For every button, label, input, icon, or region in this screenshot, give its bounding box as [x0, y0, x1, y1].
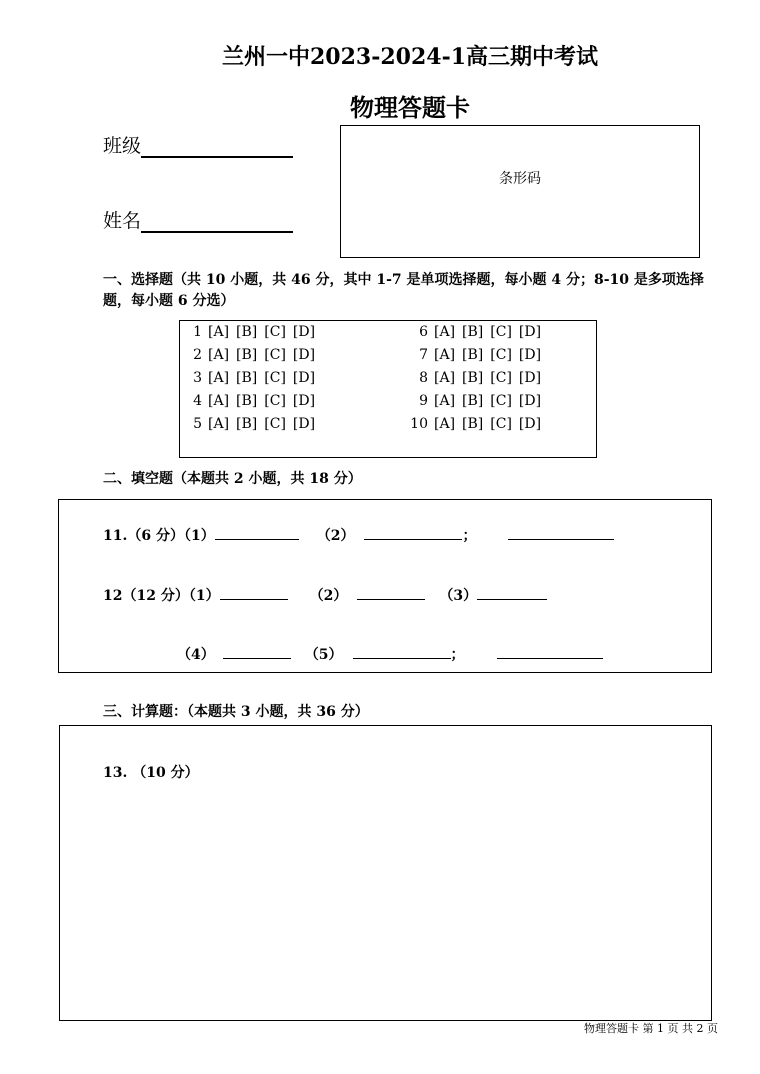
q11-blank-1[interactable]	[215, 525, 299, 540]
option-c[interactable]: [C]	[490, 347, 512, 363]
option-c[interactable]: [C]	[264, 370, 286, 386]
option-c[interactable]: [C]	[264, 324, 286, 340]
page-footer: 物理答题卡 第 1 页 共 2 页	[584, 1022, 718, 1035]
answer-sheet-title: 物理答题卡	[350, 93, 470, 122]
q11-label: 11.（6 分）（1）	[103, 528, 215, 544]
q12-part-5-label: （5）	[304, 647, 343, 663]
name-field	[103, 206, 293, 233]
question-number: 8	[419, 370, 428, 386]
question-number: 3	[193, 370, 202, 386]
q11-row	[103, 525, 614, 545]
option-c[interactable]: [C]	[490, 324, 512, 340]
class-label: 班级	[103, 135, 142, 157]
q12-blank-5[interactable]	[353, 644, 451, 659]
question-number: 2	[193, 347, 202, 363]
q12-blank-6[interactable]	[497, 644, 603, 659]
mc-question	[182, 324, 322, 340]
question-number: 1	[193, 324, 202, 340]
section-1-heading	[103, 270, 723, 312]
name-blank[interactable]	[141, 209, 293, 233]
option-b[interactable]: [B]	[236, 347, 258, 363]
option-c[interactable]: [C]	[264, 393, 286, 409]
option-c[interactable]: [C]	[264, 347, 286, 363]
barcode-box	[340, 125, 700, 258]
mc-question	[408, 324, 548, 340]
option-d[interactable]: [D]	[292, 324, 316, 340]
option-a[interactable]: [A]	[208, 324, 230, 340]
q12-blank-1[interactable]	[220, 585, 288, 600]
mc-question	[182, 370, 322, 386]
option-a[interactable]: [A]	[434, 347, 456, 363]
name-label: 姓名	[103, 210, 142, 232]
class-field	[103, 131, 293, 158]
q11-semicolon: ；	[462, 528, 477, 544]
mc-question	[182, 393, 322, 409]
option-b[interactable]: [B]	[462, 324, 484, 340]
exam-title: 兰州一中2023-2024-1高三期中考试	[221, 44, 599, 70]
option-d[interactable]: [D]	[292, 347, 316, 363]
mc-question	[182, 416, 322, 432]
option-a[interactable]: [A]	[208, 416, 230, 432]
option-b[interactable]: [B]	[462, 416, 484, 432]
q11-part-2-label: （2）	[316, 528, 355, 544]
mc-question	[408, 347, 548, 363]
option-a[interactable]: [A]	[434, 324, 456, 340]
question-number: 5	[193, 416, 202, 432]
option-d[interactable]: [D]	[292, 370, 316, 386]
option-b[interactable]: [B]	[462, 347, 484, 363]
q11-blank-2[interactable]	[364, 525, 462, 540]
option-a[interactable]: [A]	[434, 370, 456, 386]
mc-question	[408, 416, 548, 432]
option-a[interactable]: [A]	[434, 416, 456, 432]
option-a[interactable]: [A]	[434, 393, 456, 409]
q11-blank-3[interactable]	[508, 525, 614, 540]
option-b[interactable]: [B]	[236, 416, 258, 432]
option-a[interactable]: [A]	[208, 370, 230, 386]
option-c[interactable]: [C]	[490, 370, 512, 386]
q12-row-1	[103, 585, 547, 605]
section-2-heading: 二、填空题（本题共 2 小题，共 18 分）	[103, 471, 362, 487]
option-b[interactable]: [B]	[236, 370, 258, 386]
question-number: 10	[410, 416, 428, 432]
option-b[interactable]: [B]	[236, 324, 258, 340]
option-d[interactable]: [D]	[292, 416, 316, 432]
mc-question	[408, 370, 548, 386]
option-b[interactable]: [B]	[236, 393, 258, 409]
q12-row-2	[177, 644, 603, 664]
option-d[interactable]: [D]	[518, 324, 542, 340]
barcode-label: 条形码	[499, 171, 541, 187]
question-number: 9	[419, 393, 428, 409]
option-d[interactable]: [D]	[518, 393, 542, 409]
class-blank[interactable]	[141, 134, 293, 158]
option-a[interactable]: [A]	[208, 347, 230, 363]
option-d[interactable]: [D]	[518, 347, 542, 363]
section-1-line-1: 一、选择题（共 10 小题，共 46 分，其中 1-7 是单项选择题，每小题 4 分；8-10 是多项选择	[103, 272, 704, 288]
multiple-choice-grid	[179, 320, 597, 458]
option-c[interactable]: [C]	[490, 416, 512, 432]
option-d[interactable]: [D]	[518, 416, 542, 432]
section-3-heading: 三、计算题：（本题共 3 小题，共 36 分）	[103, 704, 369, 720]
question-number: 4	[193, 393, 202, 409]
question-number: 7	[419, 347, 428, 363]
q12-semicolon: ；	[450, 647, 465, 663]
q12-blank-4[interactable]	[223, 644, 291, 659]
option-d[interactable]: [D]	[292, 393, 316, 409]
option-c[interactable]: [C]	[264, 416, 286, 432]
mc-question	[408, 393, 548, 409]
section-1-line-2: 题，每小题 6 分选）	[103, 293, 235, 309]
mc-question	[182, 347, 322, 363]
option-b[interactable]: [B]	[462, 393, 484, 409]
q12-part-4-label: （4）	[177, 647, 215, 663]
option-a[interactable]: [A]	[208, 393, 230, 409]
option-b[interactable]: [B]	[462, 370, 484, 386]
q12-blank-3[interactable]	[477, 585, 547, 600]
option-c[interactable]: [C]	[490, 393, 512, 409]
q12-part-2-label: （2）	[309, 588, 348, 604]
q12-part-3-label: （3）	[439, 588, 478, 604]
q12-label: 12（12 分）（1）	[103, 588, 220, 604]
option-d[interactable]: [D]	[518, 370, 542, 386]
q12-blank-2[interactable]	[357, 585, 425, 600]
q13-label: 13. （10 分）	[103, 765, 199, 781]
question-number: 6	[419, 324, 428, 340]
